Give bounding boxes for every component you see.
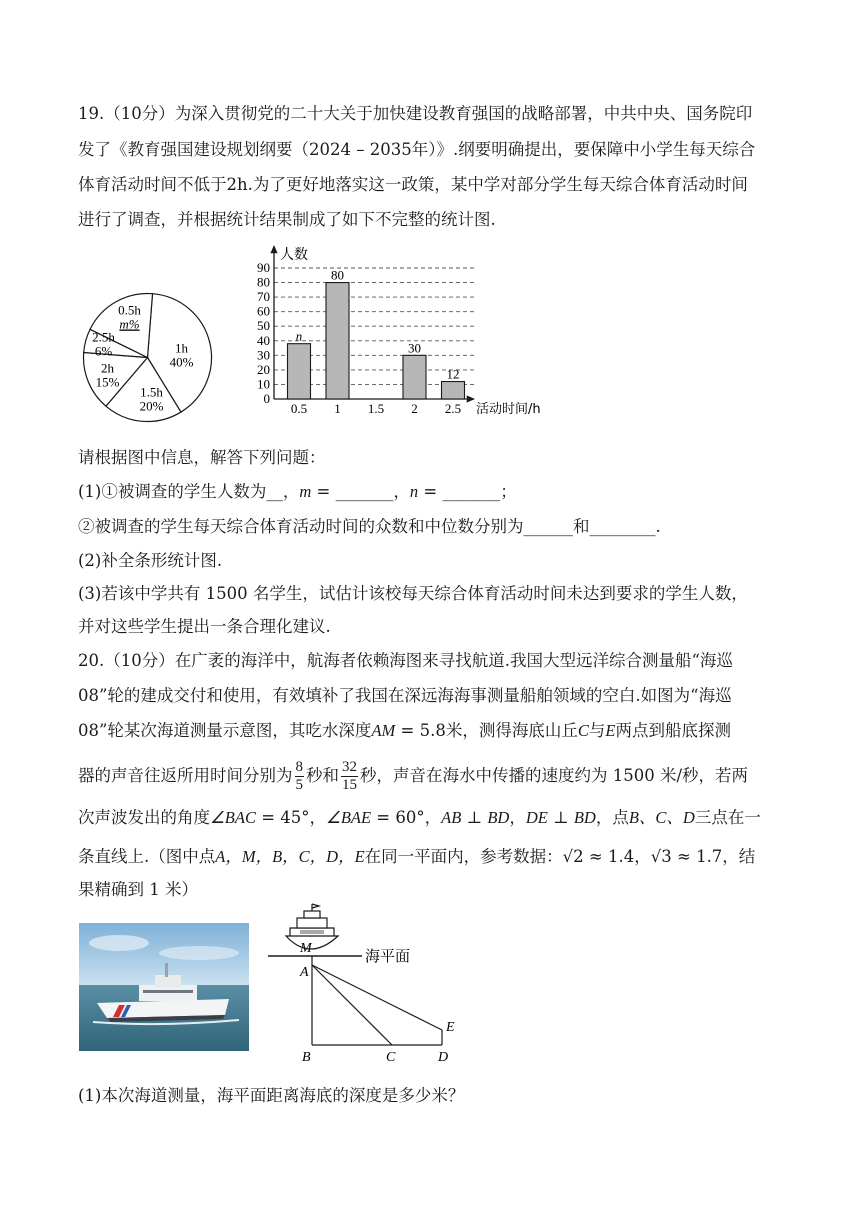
x-tick-label: 0.5 (290, 401, 308, 416)
label-E: E (446, 1020, 455, 1035)
fraction-32-15 (341, 759, 358, 794)
bar (442, 382, 465, 399)
y-tick-label: 80 (257, 274, 270, 290)
x-tick-label: 1 (334, 401, 341, 416)
frac2-den: 15 (342, 777, 357, 793)
bar-chart (246, 240, 566, 420)
pie-slice-percent: m% (119, 316, 140, 332)
bar-data-label: 80 (331, 267, 344, 283)
pie-slice-label: 2.5h (92, 329, 115, 345)
pt-c: C (577, 721, 589, 740)
q20-line-3 (78, 720, 731, 742)
x-tick-label: 2.5 (444, 401, 462, 416)
y-tick-label: 20 (257, 361, 270, 377)
q20-l4-b: 秒和 (306, 766, 339, 785)
y-tick-label: 10 (257, 376, 270, 392)
q20-line-4 (78, 756, 748, 796)
q20-l5-m: ，点 (595, 808, 629, 827)
x-axis-label: 活动时间/h (476, 402, 541, 417)
q19-line-1: 19.（10分）为深入贯彻党的二十大关于加快建设教育强国的战略部署，中共中央、国务院印 (78, 104, 753, 123)
bar (288, 344, 311, 399)
var-n: n (409, 482, 419, 501)
q20-line-1: 20.（10分）在广袤的海洋中，航海者依赖海图来寻找航道.我国大型远洋综合测量船“海巡 (78, 651, 733, 670)
frac2-num: 32 (342, 759, 357, 775)
label-M: M (300, 941, 312, 956)
q20-l6-e: ≈ 1.4， (583, 847, 651, 866)
y-tick-label: 0 (263, 391, 270, 406)
var-m: m (299, 482, 312, 501)
label-B: B (302, 1050, 311, 1065)
q20-l3-h: 两点到船底探测 (615, 721, 731, 740)
q20-l4-c: 秒，声音在海水中传播的速度约为 1500 米/秒，若两 (360, 766, 749, 785)
pie-slice-percent: 6% (94, 343, 113, 359)
q19-sub1a-text: (1)①被调查的学生人数为__， (78, 482, 300, 501)
q20-l3-d: 米，测得海底山丘 (445, 721, 578, 740)
q19-sub3a: (3)若该中学共有 1500 名学生，试估计该校每天综合体育活动时间未达到要求的学生人数， (78, 584, 748, 603)
seg-ab: AB (441, 808, 462, 827)
pt-e: E (605, 721, 616, 740)
q20-line-6 (78, 846, 755, 868)
seg-de: DE (525, 808, 548, 827)
y-tick-label: 60 (257, 303, 270, 319)
q20-l4-a: 器的声音往返所用时间分别为 (78, 766, 293, 785)
frac1-den: 5 (295, 777, 303, 793)
q20-l3-a: 08”轮某次海道测量示意图，其吃水深度 (78, 721, 372, 740)
bar-data-label: 30 (408, 340, 421, 356)
perp-1: ⊥ (461, 808, 488, 827)
pie-slice-percent: 15% (95, 374, 120, 390)
y-tick-label: 70 (257, 289, 270, 305)
perp-2: ⊥ (547, 808, 574, 827)
label-D: D (438, 1050, 449, 1065)
frac1-num: 8 (295, 759, 303, 775)
angle-bac: ∠BAC (210, 808, 256, 827)
bar (403, 355, 426, 399)
label-C: C (386, 1050, 396, 1065)
y-tick-label: 40 (257, 332, 270, 348)
ship-photo (79, 923, 249, 1051)
bar-data-label: n (295, 328, 303, 344)
q19-prompt: 请根据图中信息，解答下列问题： (78, 448, 326, 467)
sqrt2: √2 (562, 847, 584, 866)
x-tick-label: 2 (411, 401, 418, 416)
pie-slice-label: 1.5h (140, 384, 163, 400)
q20-line-5 (78, 807, 761, 829)
label-A: A (300, 965, 309, 980)
pie-chart (80, 290, 215, 425)
x-tick-label: 1.5 (367, 401, 385, 416)
q20-l6-g: ≈ 1.7，结 (671, 847, 756, 866)
q19-line-4: 进行了调查，并根据统计结果制成了如下不完整的统计图. (78, 210, 496, 229)
q19-sub2: (2)补全条形统计图. (78, 551, 223, 570)
q20-l6-c: 在同一平面内，参考数据： (364, 847, 563, 866)
q19-line-3: 体育活动时间不低于2h.为了更好地落实这一政策，某中学对部分学生每天综合体育活动时间 (78, 175, 748, 194)
q20-line-7: 果精确到 1 米） (78, 880, 198, 899)
angle-bae: ∠BAE (326, 808, 372, 827)
pts-bcd: B、C、D (628, 808, 695, 827)
q20-l5-e: = 60°， (371, 808, 442, 827)
pie-slice-label: 2h (101, 360, 114, 376)
y-axis-label: 人数 (280, 247, 308, 263)
seg-bd-1: BD (487, 808, 510, 827)
q19-sub1a (78, 481, 517, 503)
y-tick-label: 50 (257, 318, 270, 334)
q20-l3-f: 与 (588, 721, 606, 740)
q19-line-2: 发了《教育强国建设规划纲要（2024 – 2035年）》.纲要明确提出，要保障中小学生每天综合 (78, 140, 756, 159)
q20-l5-a: 次声波发出的角度 (78, 808, 210, 827)
pie-slice-percent: 40% (169, 354, 194, 370)
pie-slice-percent: 20% (139, 398, 164, 414)
sqrt3: √3 (650, 847, 672, 866)
q20-l5-c: = 45°， (255, 808, 327, 827)
q20-l5-i: ， (509, 808, 526, 827)
y-tick-label: 90 (257, 260, 270, 275)
q19-sub1a-mid: = _______， (311, 482, 410, 501)
q20-l5-o: 三点在一 (694, 808, 761, 827)
fraction-8-5 (295, 759, 305, 794)
q20-l3-c: = 5.8 (395, 721, 446, 740)
pts-all: A，M，B，C，D，E (215, 847, 365, 866)
q20-line-2: 08”轮的建成交付和使用，有效填补了我国在深远海海事测量船舶领域的空白.如图为“海巡 (78, 686, 732, 705)
sea-level-label: 海平面 (365, 947, 411, 965)
q19-sub3b: 并对这些学生提出一条合理化建议. (78, 617, 331, 636)
pie-slice-label: 0.5h (118, 302, 141, 318)
ship-icon (286, 904, 338, 949)
q20-l6-a: 条直线上.（图中点 (78, 847, 216, 866)
seg-bd-2: BD (573, 808, 596, 827)
q20-sub1: (1)本次海道测量，海平面距离海底的深度是多少米？ (78, 1086, 465, 1105)
y-tick-label: 30 (257, 347, 270, 363)
bar-data-label: 12 (446, 366, 460, 382)
seg-am: AM (371, 721, 396, 740)
bar (326, 283, 349, 399)
pie-slice-label: 1h (175, 340, 188, 356)
q19-sub1a-end: = _______； (418, 482, 517, 501)
geometry-diagram (262, 900, 462, 1070)
q19-sub1b: ②被调查的学生每天综合体育活动时间的众数和中位数分别为______和________. (78, 517, 661, 536)
